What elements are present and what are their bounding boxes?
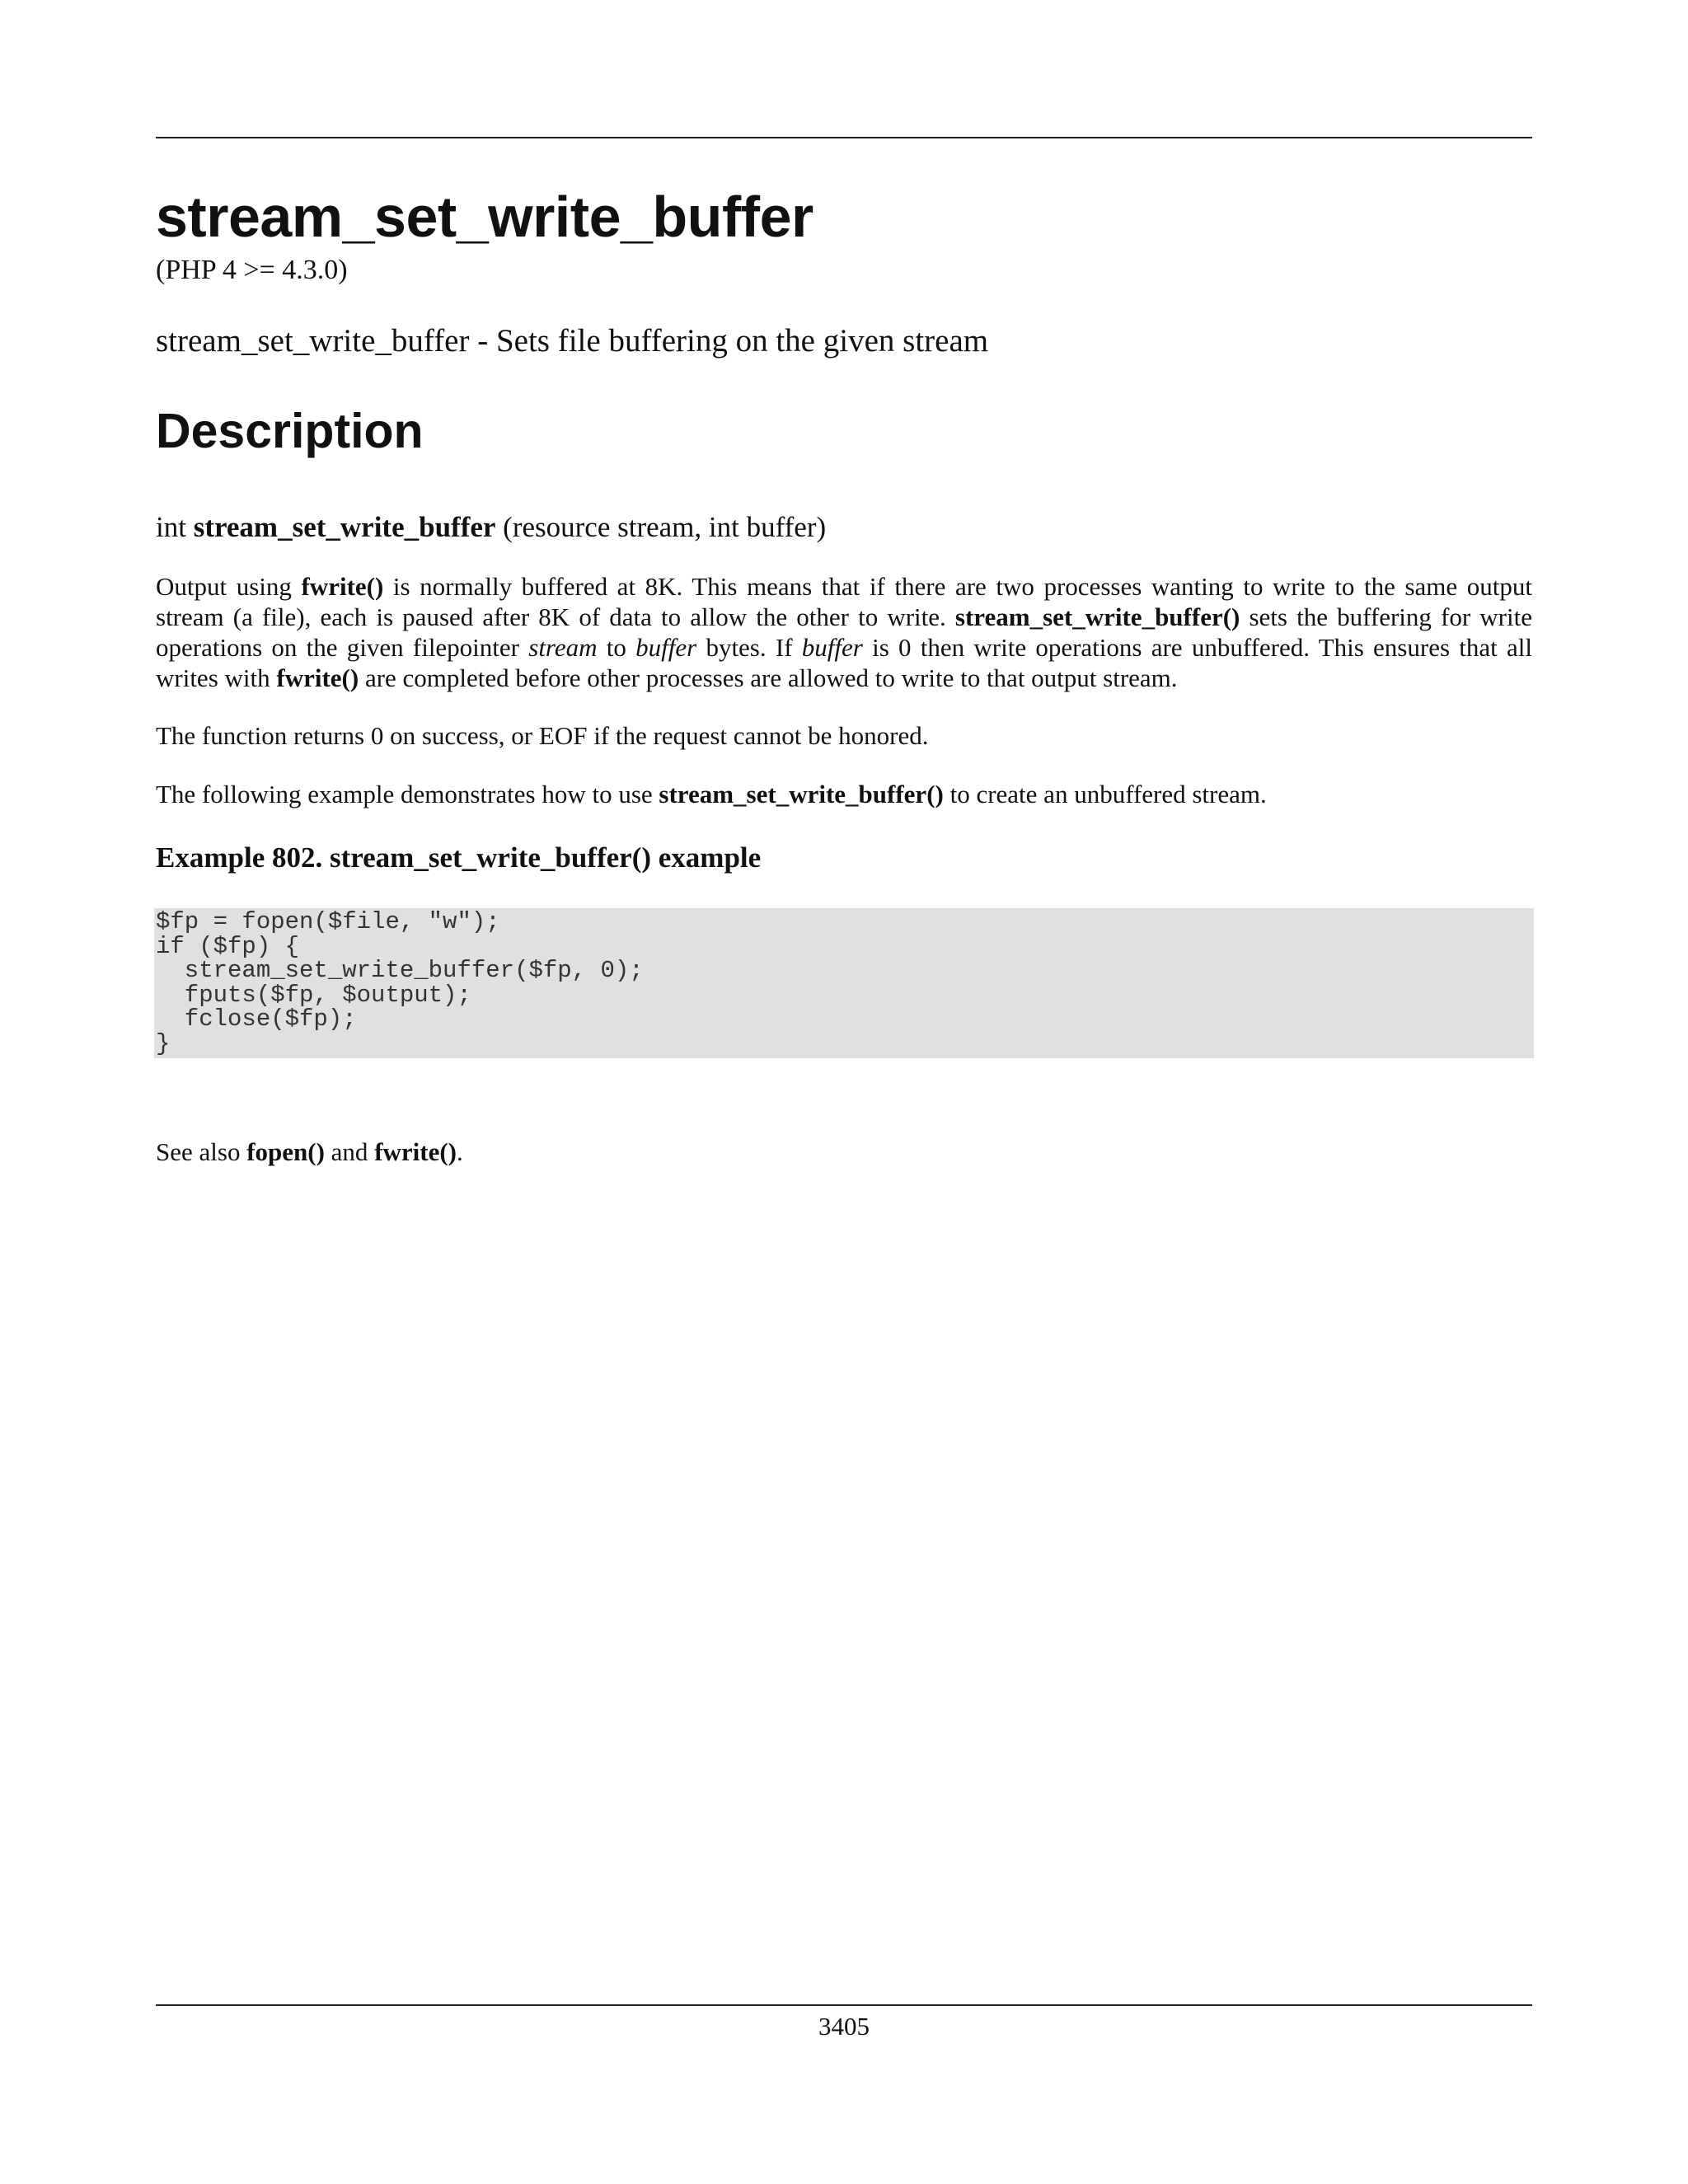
example-title: Example 802. stream_set_write_buffer() example	[156, 841, 762, 874]
param-ref-buffer: buffer	[801, 633, 863, 662]
see-also-paragraph	[156, 1137, 463, 1167]
synopsis-params: (resource stream, int buffer)	[503, 511, 827, 543]
function-ref-stream-set-write-buffer: stream_set_write_buffer()	[659, 780, 944, 808]
function-ref-fwrite: fwrite()	[374, 1137, 457, 1166]
param-ref-buffer: buffer	[635, 633, 697, 662]
param-ref-stream: stream	[528, 633, 598, 662]
text-run: Output using	[156, 572, 302, 601]
footer-rule	[156, 2004, 1532, 2006]
function-ref-fopen: fopen()	[246, 1137, 325, 1166]
text-run: is 0 then write operations are unbuffered. This ensures that all writes with	[156, 633, 1532, 692]
text-run: are completed before other processes are allowed to write to that output stream.	[359, 663, 1178, 692]
header-rule	[156, 137, 1532, 138]
code-example	[154, 908, 1534, 1058]
function-ref-stream-set-write-buffer: stream_set_write_buffer()	[954, 602, 1240, 631]
text-run: to	[597, 633, 636, 662]
page-number: 3405	[818, 2012, 870, 2041]
description-paragraph-1	[156, 571, 1532, 693]
function-ref-fwrite: fwrite()	[301, 572, 384, 601]
text-run: and	[324, 1137, 375, 1166]
text-run: is normally buffered at 8K. This means that if there are two processes wanting to write to the same output stream (a file), each is paused after 8K of data to allow the other to write.	[156, 572, 1532, 631]
function-ref-fwrite: fwrite()	[276, 663, 359, 692]
code-listing: $fp = fopen($file, "w"); if ($fp) { stream_set_write_buffer($fp, 0); fputs($fp, $output); fclose($fp); }	[156, 908, 644, 1057]
text-run: See also	[156, 1137, 247, 1166]
description-heading: Description	[156, 404, 424, 458]
description-paragraph-2: The function returns 0 on success, or EOF if the request cannot be honored.	[156, 721, 929, 750]
description-paragraph-3	[156, 779, 1532, 809]
synopsis-return-type: int	[156, 511, 186, 543]
text-run: sets the buffering for write operations on the given filepointer	[156, 602, 1532, 662]
text-run: The following example demonstrates how to use	[156, 780, 659, 808]
text-run: .	[457, 1137, 463, 1166]
text-run: bytes. If	[696, 633, 802, 662]
version-info: (PHP 4 >= 4.3.0)	[156, 255, 348, 285]
function-synopsis	[156, 510, 826, 545]
text-run: to create an unbuffered stream.	[943, 780, 1267, 808]
page-title: stream_set_write_buffer	[156, 185, 814, 249]
synopsis-function-name: stream_set_write_buffer	[193, 511, 496, 543]
function-purpose: stream_set_write_buffer - Sets file buffering on the given stream	[156, 323, 989, 359]
document-page	[156, 0, 1532, 2184]
